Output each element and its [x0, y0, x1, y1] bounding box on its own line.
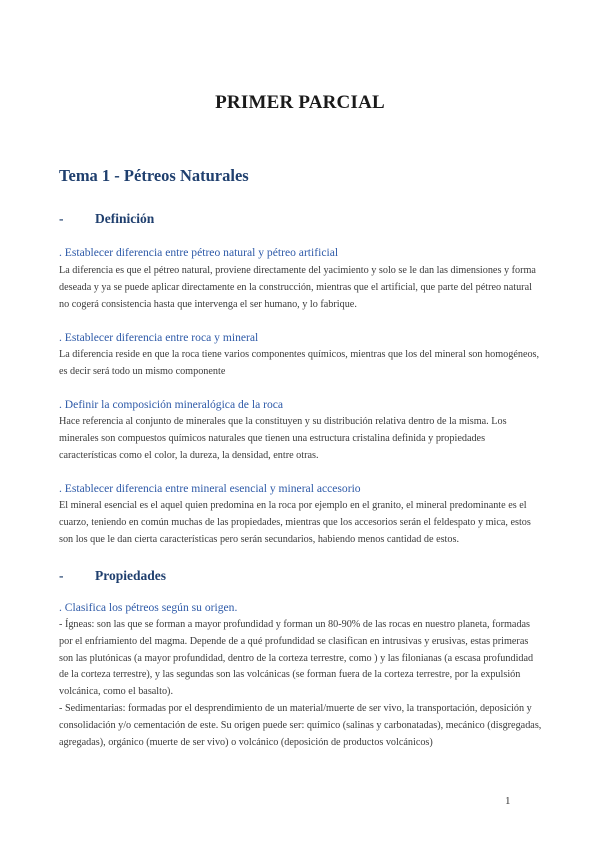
- answer-line: La diferencia reside en que la roca tiene varios componentes químicos, mientras que los del mineral son homogéneos,: [59, 349, 540, 360]
- subheading-label: Definición: [95, 211, 155, 226]
- answer-line: son los que le dan cierta características pero serán secundarios, habiendo menos cantidad de estos.: [59, 533, 459, 545]
- answer-clasifica-petreos: [59, 617, 549, 751]
- answer-line: - Ígneas: son las que se forman a mayor profundidad y forman un 80-90% de las rocas en nuestro planeta, formadas: [59, 619, 531, 630]
- section-heading: Tema 1 - Pétreos Naturales: [59, 166, 249, 185]
- answer-line: - Sedimentarias: formadas por el desprendimiento de un material/muerte de ser vivo, la transportación, deposición y: [59, 702, 532, 714]
- subheading-propiedades: [59, 568, 166, 584]
- answer-line: volcánica, como el basalto).: [59, 686, 173, 698]
- answer-line: cuarzo, teniendo en común muchas de las propiedades, mientras que los accesorios serán el feldespato y mica, estos: [59, 516, 531, 528]
- page-number: 1: [505, 795, 511, 807]
- subheading-dash: -: [59, 211, 64, 226]
- answer-line: de la corteza terrestre), y las segundas son las volcánicas (se forman fuera de la corteza terrestre, por la expulsión: [59, 669, 521, 681]
- subheading-label: Propiedades: [95, 568, 167, 583]
- answer-line: no cogerá consistencia hasta que intervenga el ser humano, y lo fabrique.: [59, 298, 357, 310]
- question-clasifica-petreos: . Clasifica los pétreos según su origen.: [59, 601, 238, 614]
- document-title: PRIMER PARCIAL: [215, 92, 385, 113]
- answer-line: agregadas), orgánico (muerte de ser vivo) o volcánico (deposición de productos volcánicos): [59, 736, 433, 748]
- answer-petreo-natural-artificial: [59, 263, 549, 313]
- question-composicion-mineralogica: . Definir la composición mineralógica de la roca: [59, 398, 284, 411]
- answer-line: por el enfriamiento del magma. Depende de a qué profundidad se clasifican en intrusivas y erusivas, estas primeras: [59, 635, 529, 647]
- subheading-definicion: [59, 211, 154, 227]
- subheading-dash: -: [59, 568, 64, 583]
- answer-mineral-esencial-accesorio: [59, 498, 549, 548]
- question-roca-mineral: . Establecer diferencia entre roca y mineral: [59, 331, 259, 344]
- answer-composicion-mineralogica: [59, 414, 549, 464]
- answer-line: El mineral esencial es el aquel quien predomina en la roca por ejemplo en el granito, el mineral predominante es el: [59, 500, 527, 511]
- answer-line: La diferencia es que el pétreo natural, proviene directamente del yacimiento y solo se le dan las dimensiones y forma: [59, 265, 536, 276]
- answer-line: son las plutónicas (a mayor profundidad, dentro de la corteza terrestre, como ) y las filonianas (a escasa profundidad: [59, 652, 534, 664]
- answer-roca-mineral: [59, 347, 549, 381]
- answer-line: características como el color, la dureza, la densidad, entre otras.: [59, 449, 319, 461]
- question-petreo-natural-artificial: . Establecer diferencia entre pétreo natural y pétreo artificial: [59, 246, 339, 259]
- answer-line: deseada y ya se puede aplicar directamente en la construcción, mientras que el artificial, que parte del pétreo natural: [59, 281, 532, 293]
- answer-line: Hace referencia al conjunto de minerales que la constituyen y su distribución relativa dentro de la misma. Los: [59, 416, 507, 427]
- question-mineral-esencial-accesorio: . Establecer diferencia entre mineral esencial y mineral accesorio: [59, 482, 361, 495]
- answer-line: minerales son compuestos químicos naturales que tienen una estructura cristalina definida y propiedades: [59, 432, 486, 444]
- answer-line: consolidación y/o cementación de este. Su origen puede ser: químico (salinas y carbonatadas), mecánico (disgregadas,: [59, 719, 542, 731]
- answer-line: es decir será todo un mismo componente: [59, 365, 226, 377]
